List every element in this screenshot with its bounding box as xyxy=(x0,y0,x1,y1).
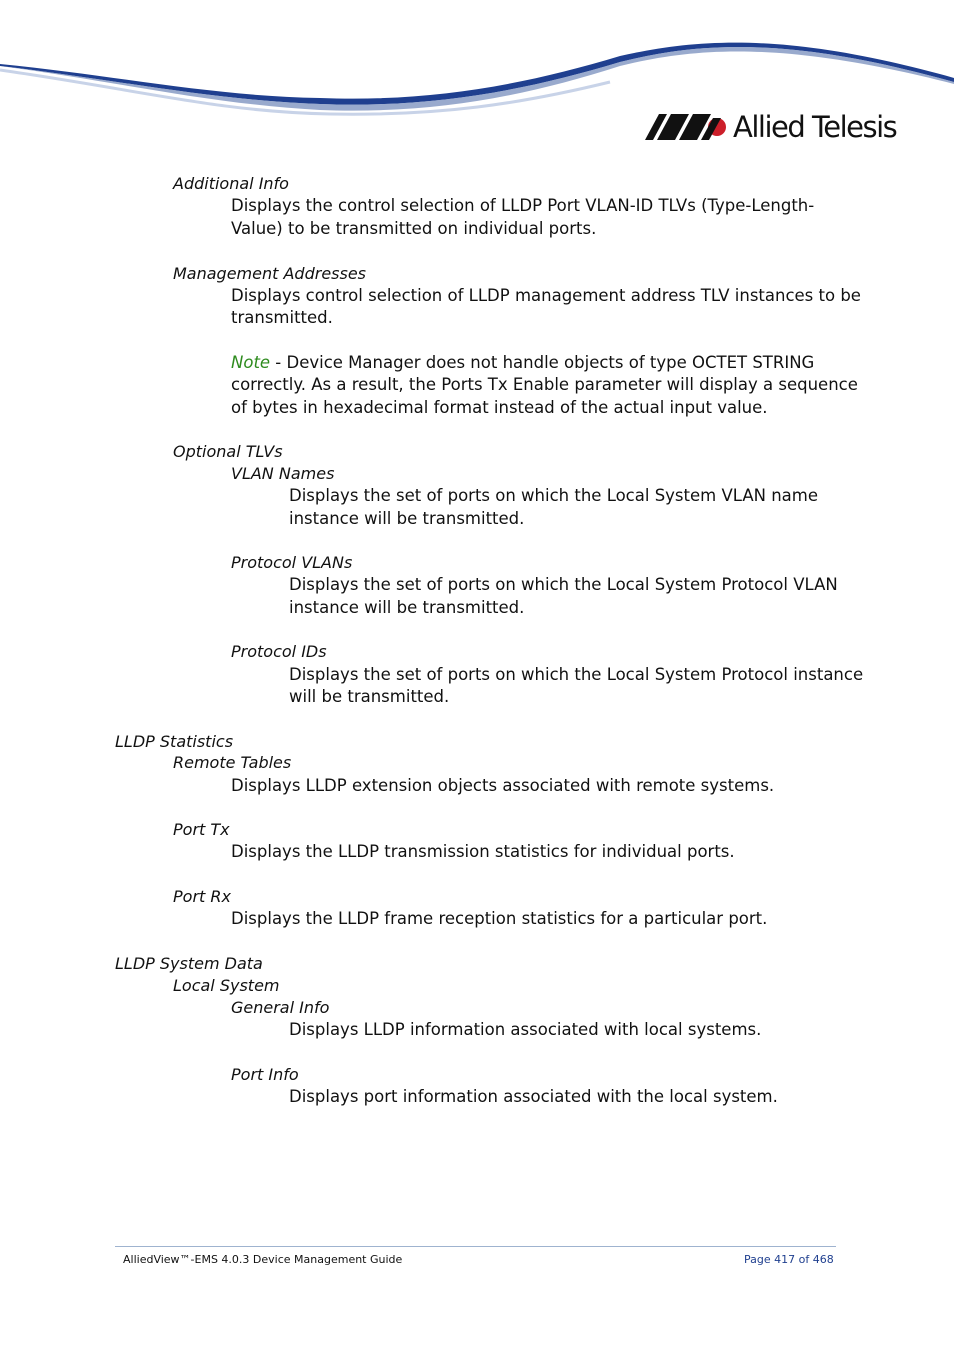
footer-page-number: Page 417 of 468 xyxy=(744,1253,834,1266)
protocol-ids-line-2: will be transmitted. xyxy=(289,687,450,706)
heading-management-addresses: Management Addresses xyxy=(173,264,367,283)
heading-protocol-ids: Protocol IDs xyxy=(231,642,327,661)
management-addresses-line-1: Displays control selection of LLDP management address TLV instances to be xyxy=(231,286,861,305)
protocol-ids-line-1: Displays the set of ports on which the Local System Protocol instance xyxy=(289,665,864,684)
port-info-line-1: Displays port information associated with the local system. xyxy=(289,1087,778,1106)
heading-additional-info: Additional Info xyxy=(173,174,289,193)
heading-optional-tlvs: Optional TLVs xyxy=(173,442,283,461)
heading-vlan-names: VLAN Names xyxy=(231,464,335,483)
logo-wordmark: Allied Telesis xyxy=(733,110,897,144)
general-info-line-1: Displays LLDP information associated with local systems. xyxy=(289,1020,762,1039)
heading-port-info: Port Info xyxy=(231,1065,299,1084)
port-tx-line-1: Displays the LLDP transmission statistics for individual ports. xyxy=(231,842,735,861)
note-line-2: correctly. As a result, the Ports Tx Enable parameter will display a sequence xyxy=(231,375,858,394)
additional-info-line-1: Displays the control selection of LLDP Port VLAN-ID TLVs (Type-Length- xyxy=(231,196,815,215)
heading-protocol-vlans: Protocol VLANs xyxy=(231,553,353,572)
remote-tables-line-1: Displays LLDP extension objects associated with remote systems. xyxy=(231,776,775,795)
heading-port-rx: Port Rx xyxy=(173,887,231,906)
heading-lldp-system-data: LLDP System Data xyxy=(115,954,263,973)
vlan-names-line-1: Displays the set of ports on which the Local System VLAN name xyxy=(289,486,818,505)
protocol-vlans-line-2: instance will be transmitted. xyxy=(289,598,525,617)
heading-remote-tables: Remote Tables xyxy=(173,753,292,772)
additional-info-line-2: Value) to be transmitted on individual ports. xyxy=(231,219,597,238)
heading-port-tx: Port Tx xyxy=(173,820,230,839)
note-text-1: - Device Manager does not handle objects of type OCTET STRING xyxy=(270,353,815,372)
heading-general-info: General Info xyxy=(231,998,330,1017)
note-label: Note xyxy=(231,353,271,372)
protocol-vlans-line-1: Displays the set of ports on which the Local System Protocol VLAN xyxy=(289,575,838,594)
port-rx-line-1: Displays the LLDP frame reception statistics for a particular port. xyxy=(231,909,768,928)
footer-divider xyxy=(115,1246,836,1247)
heading-local-system: Local System xyxy=(173,976,280,995)
note-line-1 xyxy=(231,352,814,374)
note-line-3: of bytes in hexadecimal format instead of the actual input value. xyxy=(231,398,768,417)
logo-mark-icon xyxy=(645,114,727,140)
footer-document-title: AlliedView™-EMS 4.0.3 Device Management Guide xyxy=(123,1253,403,1266)
management-addresses-line-2: transmitted. xyxy=(231,308,333,327)
vlan-names-line-2: instance will be transmitted. xyxy=(289,509,525,528)
allied-telesis-logo xyxy=(645,108,900,148)
heading-lldp-statistics: LLDP Statistics xyxy=(115,732,234,751)
